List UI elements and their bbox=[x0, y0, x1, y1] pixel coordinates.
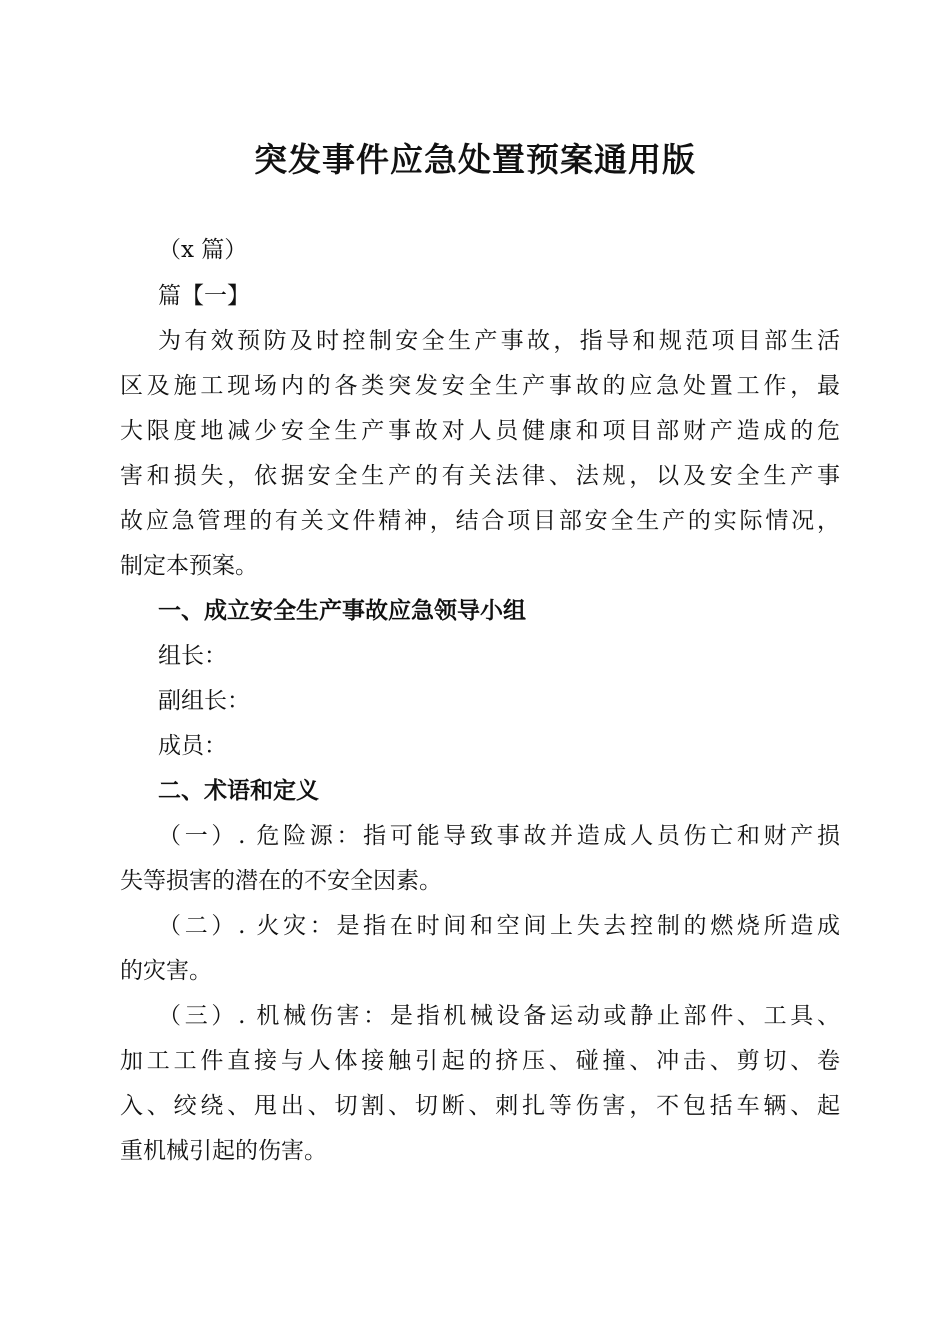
document-title: 突发事件应急处置预案通用版 bbox=[254, 140, 696, 179]
definition-line: （二）. 火灾：是指在时间和空间上失去控制的燃烧所造成 bbox=[158, 913, 840, 939]
definition-line: 失等损害的潜在的不安全因素。 bbox=[120, 868, 442, 894]
definition-line: 的灾害。 bbox=[120, 958, 212, 984]
intro-line: 害和损失，依据安全生产的有关法律、法规，以及安全生产事 bbox=[120, 463, 840, 489]
intro-line: 制定本预案。 bbox=[120, 553, 258, 579]
deputy-leader-label: 副组长： bbox=[158, 688, 250, 714]
intro-line: 为有效预防及时控制安全生产事故，指导和规范项目部生活 bbox=[158, 328, 840, 354]
members-label: 成员： bbox=[158, 733, 227, 759]
subtitle: （x 篇） bbox=[158, 237, 248, 263]
definition-line: （一）. 危险源：指可能导致事故并造成人员伤亡和财产损 bbox=[158, 823, 840, 849]
leader-label: 组长： bbox=[158, 643, 227, 669]
definition-line: 重机械引起的伤害。 bbox=[120, 1138, 327, 1164]
definition-line: （三）. 机械伤害：是指机械设备运动或静止部件、工具、 bbox=[158, 1003, 840, 1029]
intro-line: 区及施工现场内的各类突发安全生产事故的应急处置工作，最 bbox=[120, 373, 840, 399]
definition-line: 入、绞绕、甩出、切割、切断、刺扎等伤害，不包括车辆、起 bbox=[120, 1093, 840, 1119]
intro-line: 大限度地减少安全生产事故对人员健康和项目部财产造成的危 bbox=[120, 418, 840, 444]
intro-line: 故应急管理的有关文件精神，结合项目部安全生产的实际情况， bbox=[120, 508, 840, 534]
section2-heading: 二、术语和定义 bbox=[158, 778, 319, 804]
section1-heading: 一、成立安全生产事故应急领导小组 bbox=[158, 598, 526, 624]
part-label: 篇【一】 bbox=[158, 283, 250, 309]
definition-line: 加工工件直接与人体接触引起的挤压、碰撞、冲击、剪切、卷 bbox=[120, 1048, 840, 1074]
